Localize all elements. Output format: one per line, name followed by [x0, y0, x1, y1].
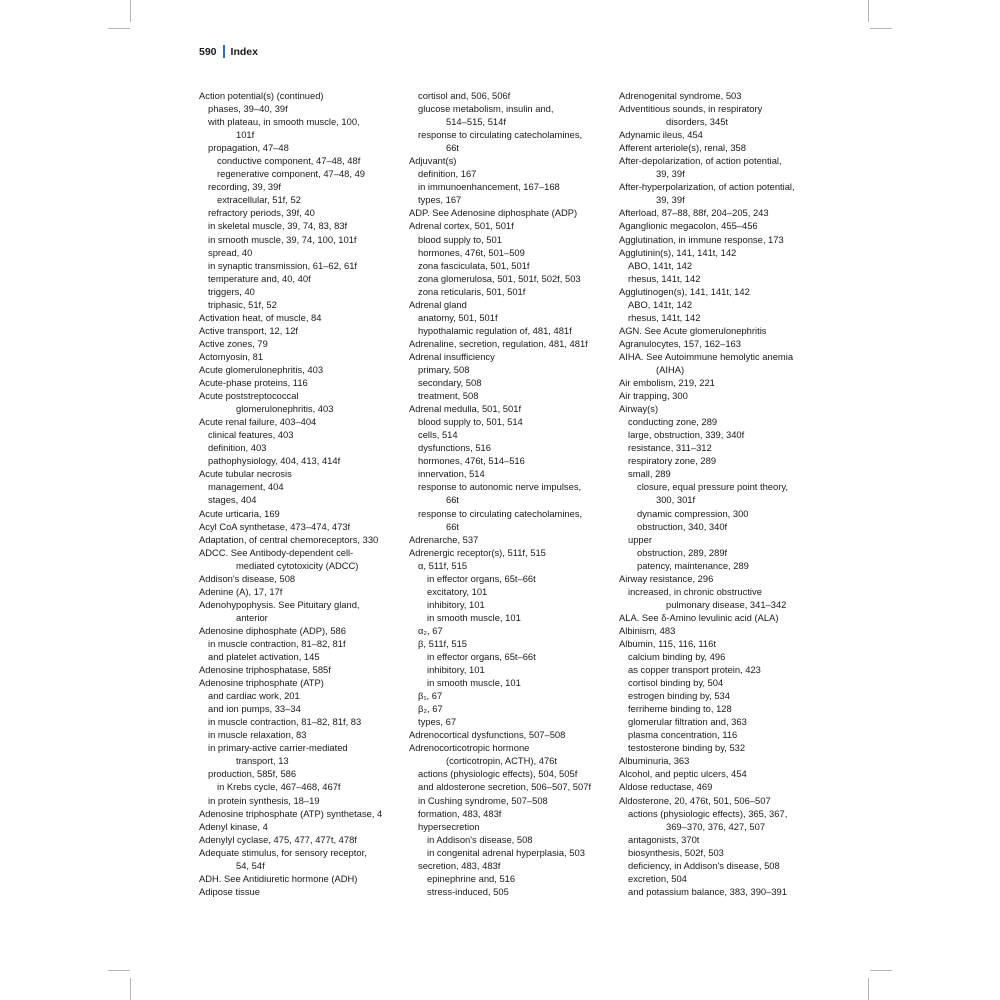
index-entry: cells, 514 [418, 429, 458, 441]
index-entry: secretion, 483, 483f [418, 859, 501, 871]
index-entry: α, 511f, 515 [418, 559, 468, 571]
index-entry: estrogen binding by, 534 [628, 690, 730, 702]
index-entry: plasma concentration, 116 [628, 729, 738, 741]
index-entry: ABO, 141t, 142 [628, 259, 693, 271]
index-entry: Acute tubular necrosis [199, 468, 292, 480]
index-entry: small, 289 [628, 468, 671, 480]
index-entry: deficiency, in Addison's disease, 508 [628, 859, 780, 871]
index-entry: increased, in chronic obstructive [628, 585, 762, 597]
index-entry: inhibitory, 101 [427, 598, 485, 610]
index-entry: 39, 39f [656, 194, 685, 206]
index-entry: refractory periods, 39f, 40 [208, 207, 315, 219]
index-entry: dynamic compression, 300 [637, 507, 749, 519]
index-entry: treatment, 508 [418, 390, 479, 402]
index-entry: Aganglionic megacolon, 455–456 [619, 220, 758, 232]
index-entry: pulmonary disease, 341–342 [666, 598, 787, 610]
index-entry: conducting zone, 289 [628, 416, 718, 428]
index-entry: 39, 39f [656, 168, 685, 180]
index-entry: blood supply to, 501 [418, 233, 502, 245]
index-entry: Adrenocorticotropic hormone [409, 742, 530, 754]
index-entry: Adrenal medulla, 501, 501f [409, 403, 522, 415]
index-entry: Adenine (A), 17, 17f [199, 585, 283, 597]
index-entry: 514–515, 514f [446, 116, 506, 128]
crop-mark-top-left [130, 0, 131, 22]
index-entry: dysfunctions, 516 [418, 442, 491, 454]
index-entry: glomerular filtration and, 363 [628, 716, 747, 728]
index-entry: Aldose reductase, 469 [619, 781, 713, 793]
index-entry: temperature and, 40, 40f [208, 272, 311, 284]
index-entry: and potassium balance, 383, 390–391 [628, 885, 787, 897]
index-entry: ABO, 141t, 142 [628, 298, 693, 310]
index-entry: cortisol binding by, 504 [628, 677, 724, 689]
index-entry: formation, 483, 483f [418, 807, 502, 819]
index-entry: with plateau, in smooth muscle, 100, [208, 116, 360, 128]
index-column-2 [409, 89, 619, 898]
index-entry: inhibitory, 101 [427, 664, 485, 676]
index-entry: in Cushing syndrome, 507–508 [418, 794, 548, 806]
index-entry: (corticotropin, ACTH), 476t [446, 755, 557, 767]
index-entry: types, 167 [418, 194, 462, 206]
section-title: Index [230, 45, 258, 58]
index-entry: and ion pumps, 33–34 [208, 703, 301, 715]
index-entry: regenerative component, 47–48, 49 [217, 168, 366, 180]
index-entry: testosterone binding by, 532 [628, 742, 746, 754]
index-entry: Adipose tissue [199, 885, 260, 897]
index-entry: definition, 403 [208, 442, 267, 454]
index-entry: in effector organs, 65t–66t [427, 572, 536, 584]
index-entry: Afferent arteriole(s), renal, 358 [619, 142, 746, 154]
index-entry: calcium binding by, 496 [628, 651, 726, 663]
index-entry: transport, 13 [236, 755, 289, 767]
index-entry: hypothalamic regulation of, 481, 481f [418, 324, 572, 336]
index-entry: Adenylyl cyclase, 475, 477, 477t, 478f [199, 833, 357, 845]
index-entry: Air trapping, 300 [619, 390, 688, 402]
index-entry: 54, 54f [236, 859, 265, 871]
index-entry: recording, 39, 39f [208, 181, 281, 193]
index-entry: anatomy, 501, 501f [418, 311, 498, 323]
index-column-3 [619, 89, 829, 898]
index-entry: actions (physiologic effects), 365, 367, [628, 807, 788, 819]
index-entry: in muscle relaxation, 83 [208, 729, 307, 741]
index-entry: α₂, 67 [418, 624, 443, 636]
index-entry: Agglutinogen(s), 141, 141t, 142 [619, 285, 750, 297]
index-entry: rhesus, 141t, 142 [628, 272, 701, 284]
index-entry: in skeletal muscle, 39, 74, 83, 83f [208, 220, 348, 232]
index-entry: Acute glomerulonephritis, 403 [199, 363, 324, 375]
index-entry: Agglutinin(s), 141, 141t, 142 [619, 246, 737, 258]
index-entry: ALA. See δ-Amino levulinic acid (ALA) [619, 611, 779, 623]
index-entry: clinical features, 403 [208, 429, 294, 441]
index-entry: in smooth muscle, 101 [427, 677, 521, 689]
index-entry: Adrenergic receptor(s), 511f, 515 [409, 546, 546, 558]
index-entry: Afterload, 87–88, 88f, 204–205, 243 [619, 207, 769, 219]
index-entry: Adrenogenital syndrome, 503 [619, 90, 742, 101]
running-header [199, 45, 258, 58]
index-entry: and cardiac work, 201 [208, 690, 300, 702]
index-entry: biosynthesis, 502f, 503 [628, 846, 724, 858]
index-entry: zona fasciculata, 501, 501f [418, 259, 530, 271]
index-entry: Acute-phase proteins, 116 [199, 377, 308, 389]
index-entry: closure, equal pressure point theory, [637, 481, 788, 493]
index-entry: Adrenal insufficiency [409, 350, 495, 362]
index-entry: Agranulocytes, 157, 162–163 [619, 337, 741, 349]
index-entry: innervation, 514 [418, 468, 485, 480]
index-entry: Air embolism, 219, 221 [619, 377, 715, 389]
index-entry: mediated cytotoxicity (ADCC) [236, 559, 359, 571]
index-entry: and aldosterone secretion, 506–507, 507f [418, 781, 592, 793]
page-number: 590 [199, 45, 217, 58]
index-entry: Activation heat, of muscle, 84 [199, 311, 322, 323]
index-entry: Addison's disease, 508 [199, 572, 296, 584]
index-entry: Aldosterone, 20, 476t, 501, 506–507 [619, 794, 771, 806]
index-entry: β₂, 67 [418, 703, 443, 715]
index-entry: Alcohol, and peptic ulcers, 454 [619, 768, 747, 780]
index-entry: types, 67 [418, 716, 457, 728]
crop-mark-right-top [870, 28, 892, 29]
index-entry: Albinism, 483 [619, 624, 676, 636]
index-entry: large, obstruction, 339, 340f [628, 429, 745, 441]
index-entry: Albumin, 115, 116, 116t [619, 637, 716, 649]
index-entry: in primary-active carrier-mediated [208, 742, 348, 754]
index-entry: in protein synthesis, 18–19 [208, 794, 320, 806]
index-entry: definition, 167 [418, 168, 477, 180]
crop-mark-left-top [108, 28, 130, 29]
index-entry: hormones, 476t, 501–509 [418, 246, 525, 258]
index-entry: Adrenarche, 537 [409, 533, 479, 545]
index-entry: Adrenal cortex, 501, 501f [409, 220, 514, 232]
index-entry: ferriheme binding to, 128 [628, 703, 732, 715]
index-entry: in muscle contraction, 81–82, 81f [208, 637, 346, 649]
index-entry: 66t [446, 494, 460, 506]
index-entry: β₁, 67 [418, 690, 443, 702]
index-entry: Agglutination, in immune response, 173 [619, 233, 784, 245]
index-entry: propagation, 47–48 [208, 142, 289, 154]
index-entry: Acyl CoA synthetase, 473–474, 473f [199, 520, 351, 532]
index-entry: primary, 508 [418, 363, 470, 375]
index-entry: 300, 301f [656, 494, 696, 506]
crop-mark-top-right [868, 0, 869, 22]
index-entry: Adenosine triphosphate (ATP) [199, 677, 324, 689]
index-entry: Adenosine diphosphate (ADP), 586 [199, 624, 346, 636]
index-entry: in congenital adrenal hyperplasia, 503 [427, 846, 585, 858]
index-entry: stress-induced, 505 [427, 885, 509, 897]
index-entry: Actomyosin, 81 [199, 350, 264, 362]
index-entry: patency, maintenance, 289 [637, 559, 749, 571]
index-entry: disorders, 345t [666, 116, 729, 128]
index-entry: phases, 39–40, 39f [208, 103, 288, 115]
index-entry: Adequate stimulus, for sensory receptor, [199, 846, 367, 858]
index-entry: blood supply to, 501, 514 [418, 416, 523, 428]
index-entry: ADP. See Adenosine diphosphate (ADP) [409, 207, 578, 219]
index-entry: in Addison's disease, 508 [427, 833, 533, 845]
index-entry: Active transport, 12, 12f [199, 324, 299, 336]
index-entry: and platelet activation, 145 [208, 651, 320, 663]
index-entry: 66t [446, 142, 460, 154]
index-entry: Airway resistance, 296 [619, 572, 714, 584]
index-entry: obstruction, 289, 289f [637, 546, 728, 558]
index-entry: 101f [236, 129, 255, 141]
index-entry: Adjuvant(s) [409, 155, 457, 167]
index-entry: Action potential(s) (continued) [199, 90, 324, 101]
index-entry: Airway(s) [619, 403, 659, 415]
index-entry: triggers, 40 [208, 285, 255, 297]
index-entry: respiratory zone, 289 [628, 455, 717, 467]
index-entry: obstruction, 340, 340f [637, 520, 728, 532]
index-entry: spread, 40 [208, 246, 253, 258]
index-entry: hormones, 476t, 514–516 [418, 455, 525, 467]
crop-mark-bottom-left [130, 978, 131, 1000]
index-entry: Acute urticaria, 169 [199, 507, 280, 519]
index-entry: After-depolarization, of action potential, [619, 155, 782, 167]
index-entry: triphasic, 51f, 52 [208, 298, 277, 310]
index-entry: in synaptic transmission, 61–62, 61f [208, 259, 358, 271]
index-entry: Adrenaline, secretion, regulation, 481, 481f [409, 337, 588, 349]
index-entry: Adenosine triphosphatase, 585f [199, 664, 331, 676]
index-entry: After-hyperpolarization, of action potential, [619, 181, 795, 193]
index-entry: antagonists, 370t [628, 833, 700, 845]
index-entry: zona glomerulosa, 501, 501f, 502f, 503 [418, 272, 581, 284]
index-entry: Adenosine triphosphate (ATP) synthetase, 4 [199, 807, 383, 819]
index-entry: AIHA. See Autoimmune hemolytic anemia [619, 350, 794, 362]
index-entry: Adenyl kinase, 4 [199, 820, 268, 832]
index-entry: rhesus, 141t, 142 [628, 311, 701, 323]
index-entry: as copper transport protein, 423 [628, 664, 761, 676]
index-entry: upper [628, 533, 652, 545]
index-entry: Adrenal gland [409, 298, 467, 310]
index-entry: production, 585f, 586 [208, 768, 297, 780]
index-entry: response to autonomic nerve impulses, [418, 481, 582, 493]
index-entry: extracellular, 51f, 52 [217, 194, 301, 206]
index-entry: excretion, 504 [628, 872, 687, 884]
index-entry: management, 404 [208, 481, 284, 493]
index-entry: secondary, 508 [418, 377, 482, 389]
index-entry: cortisol and, 506, 506f [418, 90, 511, 101]
index-entry: stages, 404 [208, 494, 257, 506]
index-entry: in smooth muscle, 39, 74, 100, 101f [208, 233, 357, 245]
index-entry: 66t [446, 520, 460, 532]
index-entry: in effector organs, 65t–66t [427, 651, 536, 663]
index-entry: resistance, 311–312 [628, 442, 712, 454]
index-entry: glucose metabolism, insulin and, [418, 103, 554, 115]
crop-mark-right-bottom [870, 970, 892, 971]
crop-mark-left-bottom [108, 970, 130, 971]
index-entry: anterior [236, 611, 268, 623]
index-entry: glomerulonephritis, 403 [236, 403, 334, 415]
index-entry: conductive component, 47–48, 48f [217, 155, 361, 167]
index-entry: 369–370, 376, 427, 507 [666, 820, 766, 832]
index-entry: Adaptation, of central chemoreceptors, 330 [199, 533, 379, 545]
index-entry: Albuminuria, 363 [619, 755, 690, 767]
index-entry: in smooth muscle, 101 [427, 611, 521, 623]
index-entry: Active zones, 79 [199, 337, 268, 349]
index-entry: Adventitious sounds, in respiratory [619, 103, 763, 115]
index-entry: in Krebs cycle, 467–468, 467f [217, 781, 341, 793]
index-entry: β, 511f, 515 [418, 637, 468, 649]
index-entry: (AIHA) [656, 363, 685, 375]
index-entry: pathophysiology, 404, 413, 414f [208, 455, 341, 467]
index-entry: response to circulating catecholamines, [418, 507, 583, 519]
index-entry: excitatory, 101 [427, 585, 488, 597]
index-entry: in muscle contraction, 81–82, 81f, 83 [208, 716, 362, 728]
index-entry: Acute poststreptococcal [199, 390, 299, 402]
index-entry: response to circulating catecholamines, [418, 129, 583, 141]
index-entry: ADCC. See Antibody-dependent cell- [199, 546, 354, 558]
index-entry: ADH. See Antidiuretic hormone (ADH) [199, 872, 358, 884]
index-entry: hypersecretion [418, 820, 480, 832]
header-divider [223, 45, 225, 58]
index-entry: zona reticularis, 501, 501f [418, 285, 526, 297]
index-entry: epinephrine and, 516 [427, 872, 516, 884]
crop-mark-bottom-right [868, 978, 869, 1000]
index-entry: in immunoenhancement, 167–168 [418, 181, 560, 193]
index-entry: Adenohypophysis. See Pituitary gland, [199, 598, 360, 610]
index-entry: Adynamic ileus, 454 [619, 129, 703, 141]
index-entry: actions (physiologic effects), 504, 505f [418, 768, 578, 780]
index-entry: Acute renal failure, 403–404 [199, 416, 317, 428]
index-column-1 [199, 89, 409, 898]
index-entry: Adrenocortical dysfunctions, 507–508 [409, 729, 566, 741]
index-entry: AGN. See Acute glomerulonephritis [619, 324, 767, 336]
